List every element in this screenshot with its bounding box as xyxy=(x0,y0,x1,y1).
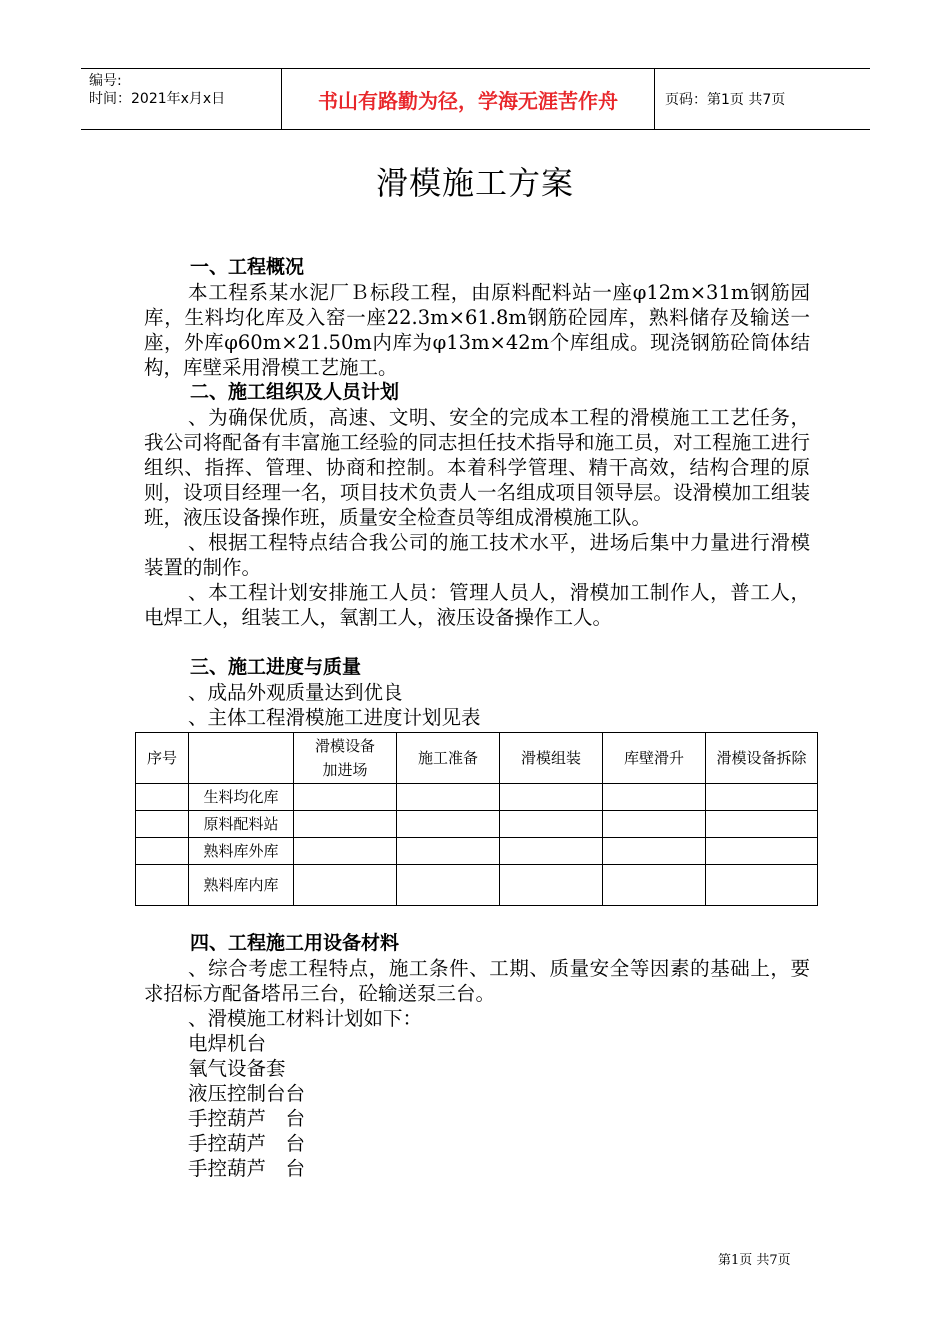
table-cell xyxy=(706,865,818,906)
document-title: 滑模施工方案 xyxy=(375,164,574,202)
material-list-item: 液压控制台台 xyxy=(188,1082,306,1105)
section-4-paragraph-2: 、滑模施工材料计划如下： xyxy=(188,1007,423,1030)
section-2-paragraph-2: 、根据工程特点结合我公司的施工技术水平，进场后集中力量进行滑模装置的制作。 xyxy=(144,531,810,579)
table-cell xyxy=(136,784,189,811)
section-heading-4: 四、工程施工用设备材料 xyxy=(190,932,400,954)
schedule-table xyxy=(135,732,818,906)
document-body xyxy=(144,255,810,1181)
table-cell xyxy=(397,838,500,865)
table-cell xyxy=(136,865,189,906)
table-header-row xyxy=(136,733,818,784)
table-cell xyxy=(603,838,706,865)
table-header-cell: 施工准备 xyxy=(397,733,500,784)
page-header xyxy=(81,68,870,130)
table-cell xyxy=(500,838,603,865)
table-cell xyxy=(603,784,706,811)
table-row xyxy=(136,865,818,906)
table-cell xyxy=(500,811,603,838)
table-header-cell: 滑模组装 xyxy=(500,733,603,784)
header-page-number: 页码：第1页 共7页 xyxy=(665,92,786,108)
material-list-item: 手控葫芦 台 xyxy=(188,1107,306,1130)
table-row xyxy=(136,838,818,865)
document-time-label: 时间：2021年x月x日 xyxy=(89,91,226,107)
table-cell xyxy=(294,838,397,865)
section-4-paragraph-1: 、综合考虑工程特点，施工条件、工期、质量安全等因素的基础上，要求招标方配备塔吊三台，砼输送泵三台。 xyxy=(144,957,810,1005)
section-3-paragraph-1: 、成品外观质量达到优良 xyxy=(188,681,403,704)
table-cell: 熟料库外库 xyxy=(189,838,294,865)
table-cell xyxy=(397,784,500,811)
header-meta xyxy=(81,69,282,129)
table-cell xyxy=(500,784,603,811)
section-2-paragraph-1: 、为确保优质，高速、文明、安全的完成本工程的滑模施工工艺任务，我公司将配备有丰富施工经验的同志担任技术指导和施工员，对工程施工进行组织、指挥、管理、协商和控制。本着科学管理、精干高效，结构合理的原则，设项目经理一名，项目技术负责人一名组成项目领导层。设滑模加工组装班，液压设备操作班，质量安全检查员等组成滑模施工队。 xyxy=(144,406,810,529)
table-cell xyxy=(706,784,818,811)
table-cell xyxy=(500,865,603,906)
table-header-cell: 序号 xyxy=(136,733,189,784)
document-number-label: 编号: xyxy=(89,73,122,89)
header-motto: 书山有路勤为径，学海无涯苦作舟 xyxy=(282,69,655,129)
table-cell xyxy=(397,865,500,906)
table-row xyxy=(136,811,818,838)
table-header-cell: 滑模设备 加进场 xyxy=(294,733,397,784)
table-cell: 原料配料站 xyxy=(189,811,294,838)
table-cell xyxy=(294,784,397,811)
table-cell xyxy=(706,838,818,865)
table-cell xyxy=(294,811,397,838)
spacer xyxy=(144,906,810,931)
section-1-paragraph: 本工程系某水泥厂Ｂ标段工程，由原料配料站一座φ12m×31m钢筋园库，生料均化库及入窑一座22.3m×61.8m钢筋砼园库，熟料储存及输送一座，外库φ60m×21.50m内库为φ13m×42m个库组成。现浇钢筋砼筒体结构，库壁采用滑模工艺施工。 xyxy=(144,281,810,379)
table-row xyxy=(136,784,818,811)
table-cell xyxy=(603,865,706,906)
section-heading-2: 二、施工组织及人员计划 xyxy=(190,381,400,403)
table-cell xyxy=(603,811,706,838)
spacer xyxy=(144,630,810,655)
table-cell: 生料均化库 xyxy=(189,784,294,811)
table-cell xyxy=(136,811,189,838)
table-header-cell: 库壁滑升 xyxy=(603,733,706,784)
material-list-item: 手控葫芦 台 xyxy=(188,1132,306,1155)
table-header-cell: 滑模设备拆除 xyxy=(706,733,818,784)
table-cell xyxy=(397,811,500,838)
table-cell xyxy=(294,865,397,906)
material-list-item: 氧气设备套 xyxy=(188,1057,286,1080)
section-heading-3: 三、施工进度与质量 xyxy=(190,656,362,678)
table-cell: 熟料库内库 xyxy=(189,865,294,906)
section-3-paragraph-2: 、主体工程滑模施工进度计划见表 xyxy=(188,706,481,729)
section-2-paragraph-3: 、本工程计划安排施工人员：管理人员人，滑模加工制作人，普工人，电焊工人，组装工人，氧割工人，液压设备操作工人。 xyxy=(144,581,810,629)
material-list-item: 手控葫芦 台 xyxy=(188,1157,306,1180)
section-heading-1: 一、工程概况 xyxy=(190,256,305,278)
page-footer: 第1页 共7页 xyxy=(718,1253,791,1268)
table-cell xyxy=(136,838,189,865)
table-cell xyxy=(706,811,818,838)
material-list-item: 电焊机台 xyxy=(188,1032,267,1055)
table-header-cell xyxy=(189,733,294,784)
